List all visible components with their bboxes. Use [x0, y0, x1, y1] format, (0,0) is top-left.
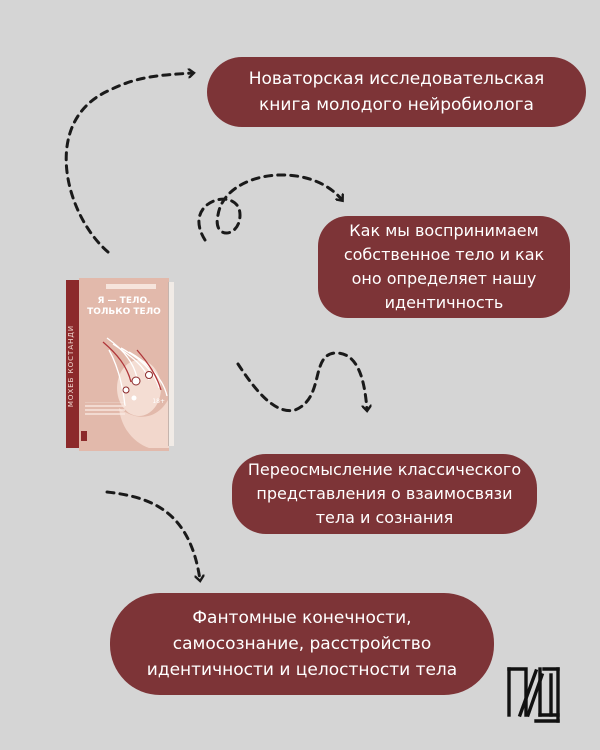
book-blurb [85, 402, 125, 417]
dashed-arrow-icon [199, 175, 342, 240]
age-rating: 18+ [152, 398, 165, 405]
book-pages-edge [168, 282, 174, 446]
dashed-arrow-icon [238, 353, 367, 411]
feature-text-1: Новаторская исследовательская книга молодого нейробиолога [248, 69, 545, 115]
feature-pill-4 [110, 593, 494, 695]
feature-pill-2 [318, 216, 570, 318]
feature-pill-1 [207, 57, 586, 127]
book-spine [66, 280, 79, 448]
dashed-arrow-icon [66, 73, 193, 252]
book-author: МОХЕБ КОСТАНДИ [67, 324, 75, 408]
book-title: Я — ТЕЛО. ТОЛЬКО ТЕЛО [87, 296, 161, 317]
feature-text-2: Как мы воспринимаем собственное тело и как оно определяет нашу идентичность [343, 221, 545, 312]
feature-text-4: Фантомные конечности, самосознание, расстройство идентичности и целостности тела [146, 608, 458, 680]
feature-text-3: Переосмысление классического представления о взаимосвязи тела и сознания [247, 460, 522, 527]
book-cover-image [66, 278, 172, 451]
book-front [79, 278, 169, 451]
book-illustration [79, 278, 169, 451]
publisher-mark [81, 431, 87, 441]
feature-pill-3 [232, 454, 537, 534]
publisher-logo-icon [506, 665, 562, 723]
dashed-arrow-icon [107, 492, 200, 580]
